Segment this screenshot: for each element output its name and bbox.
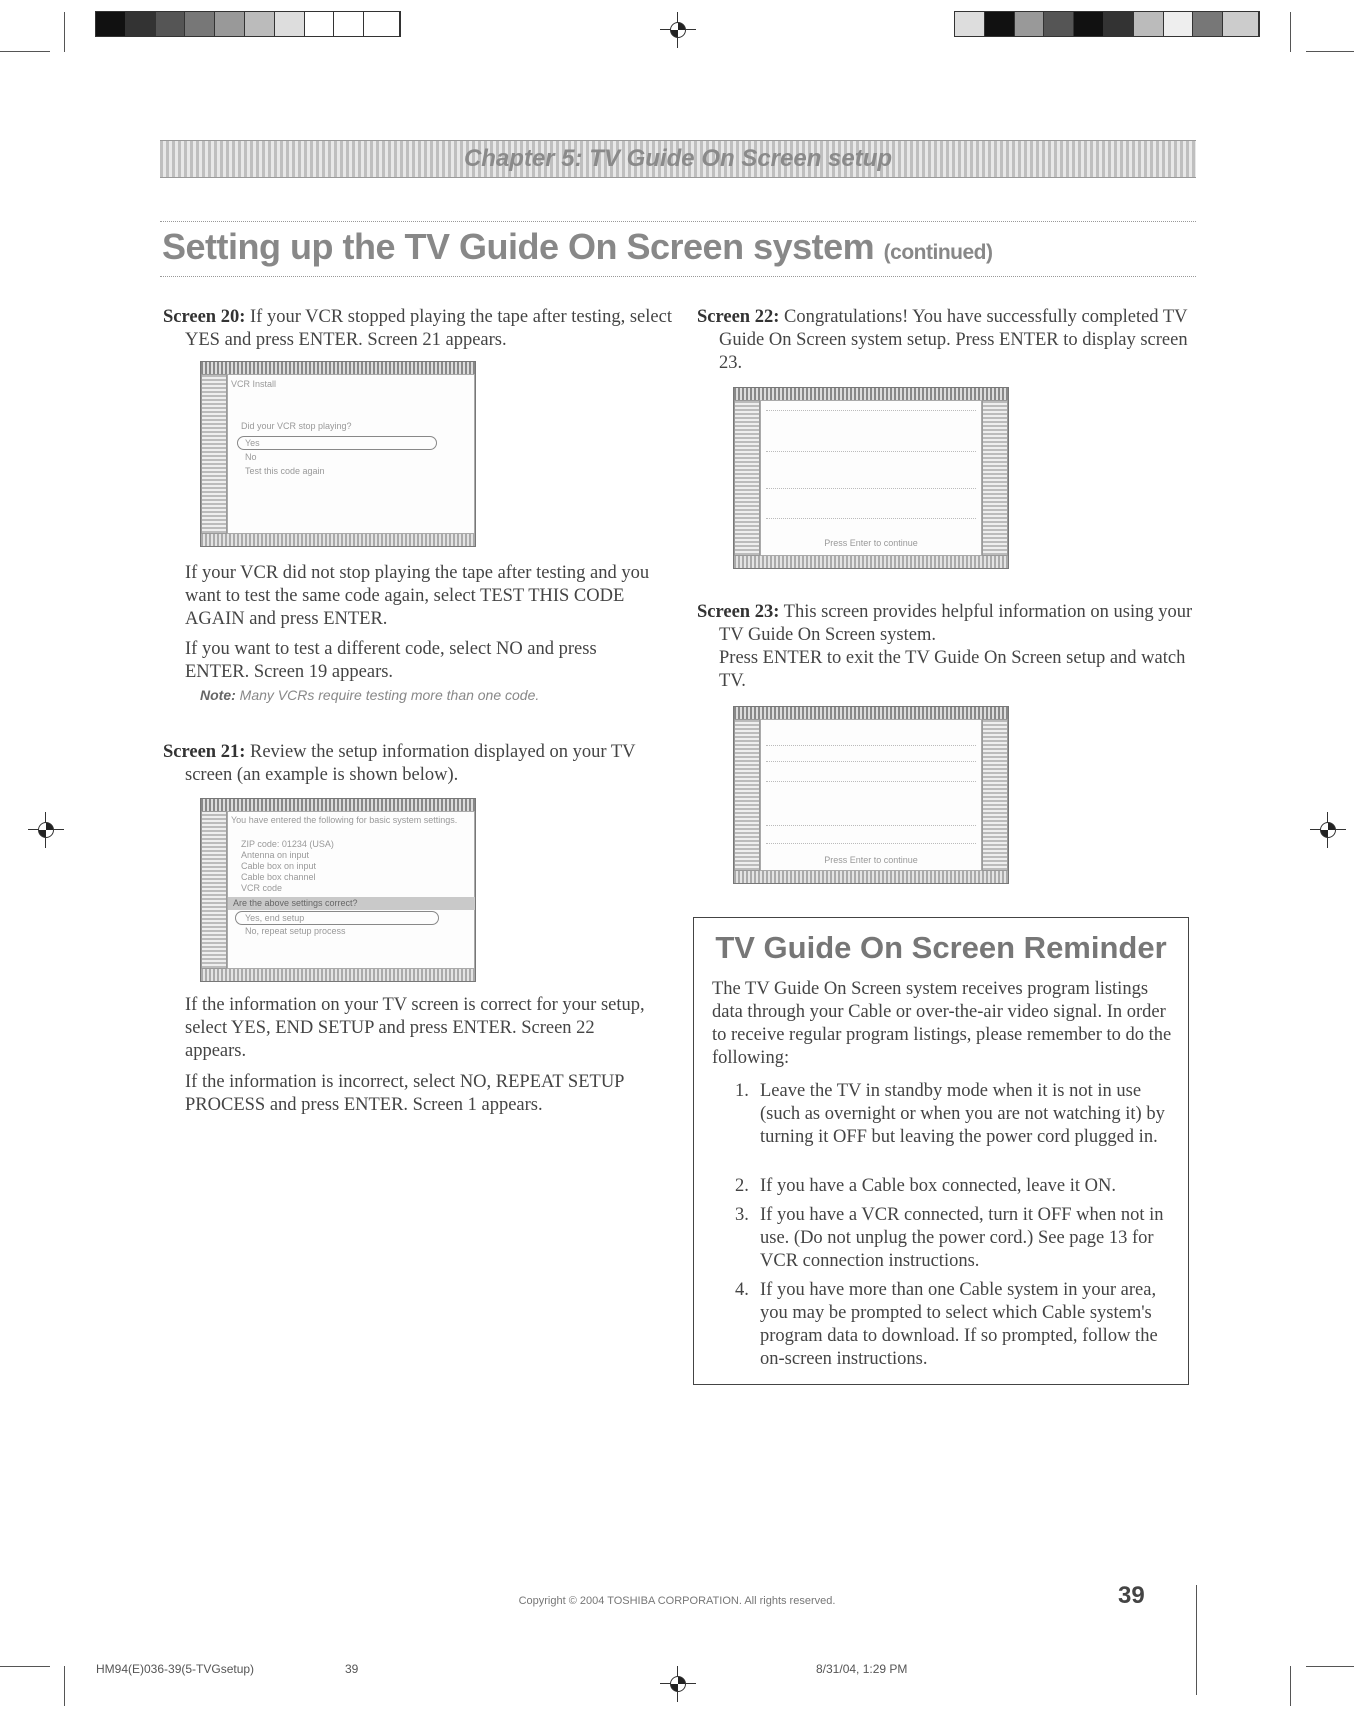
reminder-item-number: 2. [735,1176,749,1196]
screen21-shot-line: Cable box on input [241,861,317,871]
different-code-paragraph: If you want to test a different code, select NO and press ENTER. Screen 19 appears. [185,639,597,682]
color-bar-right [954,11,1260,37]
registration-mark-icon [660,1666,696,1702]
reminder-item [735,1204,1170,1273]
reminder-item-text: If you have a Cable box connected, leave it ON. [760,1176,1116,1196]
screen21-shot-intro: You have entered the following for basic system settings. [231,815,458,825]
screen20-text: If your VCR stopped playing the tape after testing, select YES and press ENTER. Screen 21 appears. [185,307,672,350]
reminder-item-number: 3. [735,1205,749,1225]
page-title [162,226,992,268]
screen20-shot-title: VCR Install [231,379,277,389]
crop-mark [0,51,50,52]
screen22-paragraph [697,306,1214,375]
screen21-shot-option: No, repeat setup process [245,926,346,936]
screen23-text: This screen provides helpful information on using your TV Guide On Screen system. [719,602,1193,645]
reminder-item-text: Leave the TV in standby mode when it is not in use (such as overnight or when you are not watching it) by turning it OFF but leaving the power cord plugged in. [760,1081,1165,1147]
screen20-shot-option: No [245,452,257,462]
reminder-item-text: If you have a VCR connected, turn it OFF when not in use. (Do not unplug the power cord.) See page 13 for VCR connection instructions. [760,1205,1164,1271]
screen21-screenshot [200,798,476,982]
page-title-main: Setting up the TV Guide On Screen system [162,226,875,267]
registration-mark-icon [660,12,696,48]
screen20-shot-question: Did your VCR stop playing? [241,421,352,431]
screen20-screenshot [200,361,476,547]
screen22-text: Congratulations! You have successfully completed TV Guide On Screen system setup. Press ENTER to display screen 23. [719,307,1188,373]
screen21-shot-line: ZIP code: 01234 (USA) [241,839,334,849]
screen20-label: Screen 20: [163,307,246,327]
registration-mark-icon [1310,812,1346,848]
reminder-item [735,1080,1170,1149]
slug-page: 39 [345,1662,359,1676]
reminder-intro: The TV Guide On Screen system receives program listings data through your Cable or over-the-air video signal. In order to receive regular program listings, please remember to do the following: [712,979,1172,1068]
screen21-shot-question: Are the above settings correct? [233,898,358,908]
crop-mark [1306,51,1354,52]
screen22-screenshot [733,387,1009,569]
screen21-shot-line: Cable box channel [241,872,316,882]
crop-mark [64,1666,65,1706]
screen20-shot-option: Test this code again [245,466,325,476]
screen23-exit-paragraph: Press ENTER to exit the TV Guide On Screen setup and watch TV. [719,648,1186,691]
test-again-paragraph: If your VCR did not stop playing the tape after testing and you want to test the same code again, select TEST THIS CODE AGAIN and press ENTER. [185,563,650,629]
note [200,687,539,703]
info-incorrect-paragraph: If the information is incorrect, select NO, REPEAT SETUP PROCESS and press ENTER. Screen 1 appears. [185,1072,624,1115]
slug-date: 8/31/04, 1:29 PM [816,1662,908,1676]
screen20-shot-option: Yes [245,438,260,448]
screen21-label: Screen 21: [163,742,246,762]
crop-mark [1306,1666,1354,1667]
screen23-label: Screen 23: [697,602,780,622]
slug-filename: HM94(E)036-39(5-TVGsetup) [96,1662,255,1676]
chapter-header-bar [160,140,1196,178]
screen21-shot-line: Antenna on input [241,850,310,860]
screen22-shot-footer: Press Enter to continue [824,538,918,548]
chapter-title: Chapter 5: TV Guide On Screen setup [463,145,893,172]
screen23-paragraph [697,601,1214,647]
screen21-shot-line: VCR code [241,883,283,893]
screen20-shot-selection [237,436,437,450]
registration-mark-icon [28,812,64,848]
reminder-item [735,1279,1170,1371]
screen23-screenshot [733,706,1009,884]
note-label: Note: [200,687,236,703]
info-correct-paragraph: If the information on your TV screen is correct for your setup, select YES, END SETUP and press ENTER. Screen 22 appears. [185,995,645,1061]
heading-rule-bottom [160,276,1196,277]
reminder-title: TV Guide On Screen Reminder [715,930,1167,965]
page-title-suffix: (continued) [883,241,993,264]
crop-mark [0,1666,50,1667]
crop-mark [1290,1666,1291,1706]
screen21-text: Review the setup information displayed on your TV screen (an example is shown below). [185,742,636,785]
screen22-label: Screen 22: [697,307,780,327]
reminder-box [693,917,1189,1385]
reminder-item-number: 4. [735,1280,749,1300]
copyright: Copyright © 2004 TOSHIBA CORPORATION. All rights reserved. [518,1595,836,1607]
screen20-paragraph [163,306,680,352]
reminder-item-number: 1. [735,1081,749,1101]
crop-mark [1290,12,1291,52]
reminder-item [735,1175,1170,1198]
reminder-item-text: If you have more than one Cable system in your area, you may be prompted to select which Cable system's program data to download. If so prompted, follow the on-screen instructions. [760,1280,1158,1369]
crop-mark [64,12,65,52]
screen21-shot-option: Yes, end setup [245,913,305,923]
screen23-shot-footer: Press Enter to continue [824,855,918,865]
note-text: Many VCRs require testing more than one code. [239,687,540,703]
heading-rule-top [160,221,1196,222]
color-bar-left [95,11,401,37]
screen21-paragraph [163,741,680,787]
page-number: 39 [1118,1582,1145,1609]
